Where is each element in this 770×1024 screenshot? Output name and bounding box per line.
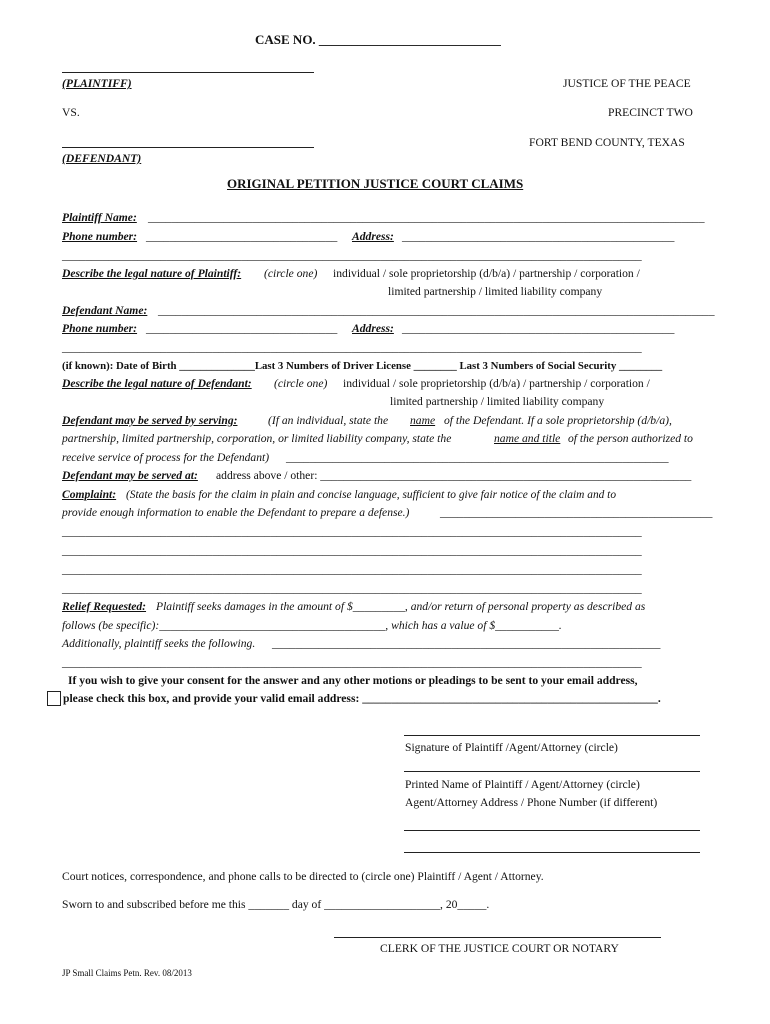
- defendant-address-label: Address:: [352, 322, 394, 335]
- plaintiff-name-line[interactable]: [62, 72, 314, 73]
- case-number: CASE NO. ____________________________: [255, 32, 501, 47]
- plaintiff-address-field[interactable]: _______________________________________________: [402, 230, 675, 243]
- defendant-identifiers[interactable]: (if known): Date of Birth ______________Last 3 Numbers of Driver License ________ Last 3 Numbers of Social Security ________: [62, 360, 663, 372]
- defendant-nature-circle-note: (circle one): [274, 377, 328, 390]
- email-address-field[interactable]: please check this box, and provide your valid email address: ___________________________________________________.: [63, 692, 661, 705]
- relief-text-1[interactable]: Plaintiff seeks damages in the amount of $_________, and/or return of personal property as described as: [156, 600, 646, 613]
- county-label: FORT BEND COUNTY, TEXAS: [529, 136, 685, 149]
- plaintiff-address-continued[interactable]: ____________________________________________________________________________________________________: [62, 249, 642, 262]
- service-text-2a: partnership, limited partnership, corporation, or limited liability company, state the: [62, 432, 452, 445]
- complaint-text-2: provide enough information to enable the Defendant to prepare a defense.): [62, 506, 410, 519]
- complaint-line[interactable]: ____________________________________________________________________________________________________: [62, 525, 642, 538]
- email-consent-checkbox[interactable]: [47, 691, 61, 706]
- service-text-1a: (If an individual, state the: [268, 414, 389, 427]
- plaintiff-nature-options[interactable]: individual / sole proprietorship (d/b/a) / partnership / corporation /: [333, 267, 640, 280]
- clerk-signature-line[interactable]: [334, 937, 661, 938]
- plaintiff-phone-label: Phone number:: [62, 230, 138, 243]
- form-revision-label: JP Small Claims Petn. Rev. 08/2013: [62, 968, 192, 978]
- plaintiff-address-label: Address:: [352, 230, 394, 243]
- complaint-line[interactable]: ____________________________________________________________________________________________________: [62, 544, 642, 557]
- service-text-1b: name: [410, 414, 436, 427]
- complaint-line[interactable]: ____________________________________________________________________________________________________: [62, 563, 642, 576]
- sworn-text[interactable]: Sworn to and subscribed before me this _______ day of ____________________, 20_____.: [62, 898, 490, 911]
- plaintiff-nature-label: Describe the legal nature of Plaintiff:: [62, 267, 242, 280]
- plaintiff-nature-circle-note: (circle one): [264, 267, 318, 280]
- complaint-line[interactable]: ____________________________________________________________________________________________________: [62, 582, 642, 595]
- plaintiff-nature-options-2[interactable]: limited partnership / limited liability company: [388, 285, 603, 298]
- plaintiff-name-label: Plaintiff Name:: [62, 211, 137, 224]
- defendant-nature-options-2[interactable]: limited partnership / limited liability company: [390, 395, 605, 408]
- court-justice-label: JUSTICE OF THE PEACE: [563, 77, 691, 90]
- complaint-label: Complaint:: [62, 488, 117, 501]
- service-text-2b: name and title: [494, 432, 561, 445]
- defendant-phone-label: Phone number:: [62, 322, 138, 335]
- defendant-name-line[interactable]: [62, 147, 314, 148]
- service-person-field[interactable]: __________________________________________________________________: [286, 451, 669, 464]
- agent-address-line-1[interactable]: [404, 830, 700, 831]
- court-notices-text[interactable]: Court notices, correspondence, and phone calls to be directed to (circle one) Plaintiff / Agent / Attorney.: [62, 870, 544, 883]
- page-title: ORIGINAL PETITION JUSTICE COURT CLAIMS: [227, 176, 524, 191]
- defendant-caption-label: (DEFENDANT): [62, 152, 142, 165]
- defendant-address-continued[interactable]: ____________________________________________________________________________________________________: [62, 341, 642, 354]
- service-label: Defendant may be served by serving:: [62, 414, 238, 427]
- signature-label: Signature of Plaintiff /Agent/Attorney (circle): [405, 741, 618, 754]
- precinct-label: PRECINCT TWO: [608, 106, 693, 119]
- relief-text-2[interactable]: follows (be specific):_______________________________________, which has a value of $___________.: [62, 619, 562, 632]
- defendant-nature-label: Describe the legal nature of Defendant:: [62, 377, 252, 390]
- agent-address-line-2[interactable]: [404, 852, 700, 853]
- defendant-address-field[interactable]: _______________________________________________: [402, 322, 675, 335]
- served-at-label: Defendant may be served at:: [62, 469, 198, 482]
- relief-text-3: Additionally, plaintiff seeks the following.: [62, 637, 256, 650]
- defendant-name-label: Defendant Name:: [62, 304, 148, 317]
- plaintiff-name-field[interactable]: ________________________________________________________________________________________________: [148, 211, 705, 224]
- defendant-phone-field[interactable]: _________________________________: [146, 322, 338, 335]
- relief-label: Relief Requested:: [62, 600, 147, 613]
- complaint-field[interactable]: _______________________________________________: [440, 506, 713, 519]
- relief-additional-field[interactable]: ___________________________________________________________________: [272, 637, 661, 650]
- relief-line[interactable]: ____________________________________________________________________________________________________: [62, 656, 642, 669]
- served-at-field[interactable]: address above / other: ________________________________________________________________: [216, 469, 692, 482]
- service-text-1c: of the Defendant. If a sole proprietorship (d/b/a),: [444, 414, 672, 427]
- email-consent-text: If you wish to give your consent for the answer and any other motions or pleadings to be sent to your email address,: [68, 674, 638, 687]
- defendant-name-field[interactable]: ________________________________________________________________________________________________: [158, 304, 715, 317]
- complaint-text-1: (State the basis for the claim in plain and concise language, sufficient to give fair notice of the claim and to: [126, 489, 617, 501]
- plaintiff-phone-field[interactable]: _________________________________: [146, 230, 338, 243]
- plaintiff-caption-label: (PLAINTIFF): [62, 77, 132, 90]
- clerk-label: CLERK OF THE JUSTICE COURT OR NOTARY: [380, 942, 619, 955]
- versus-label: VS.: [62, 106, 80, 119]
- defendant-nature-options[interactable]: individual / sole proprietorship (d/b/a) / partnership / corporation /: [343, 377, 650, 390]
- printed-name-line[interactable]: [404, 771, 700, 772]
- printed-name-label: Printed Name of Plaintiff / Agent/Attorney (circle): [405, 778, 640, 791]
- service-text-2c: of the person authorized to: [568, 432, 693, 445]
- agent-address-label: Agent/Attorney Address / Phone Number (if different): [405, 796, 658, 809]
- signature-line[interactable]: [404, 735, 700, 736]
- service-text-3: receive service of process for the Defendant): [62, 451, 270, 464]
